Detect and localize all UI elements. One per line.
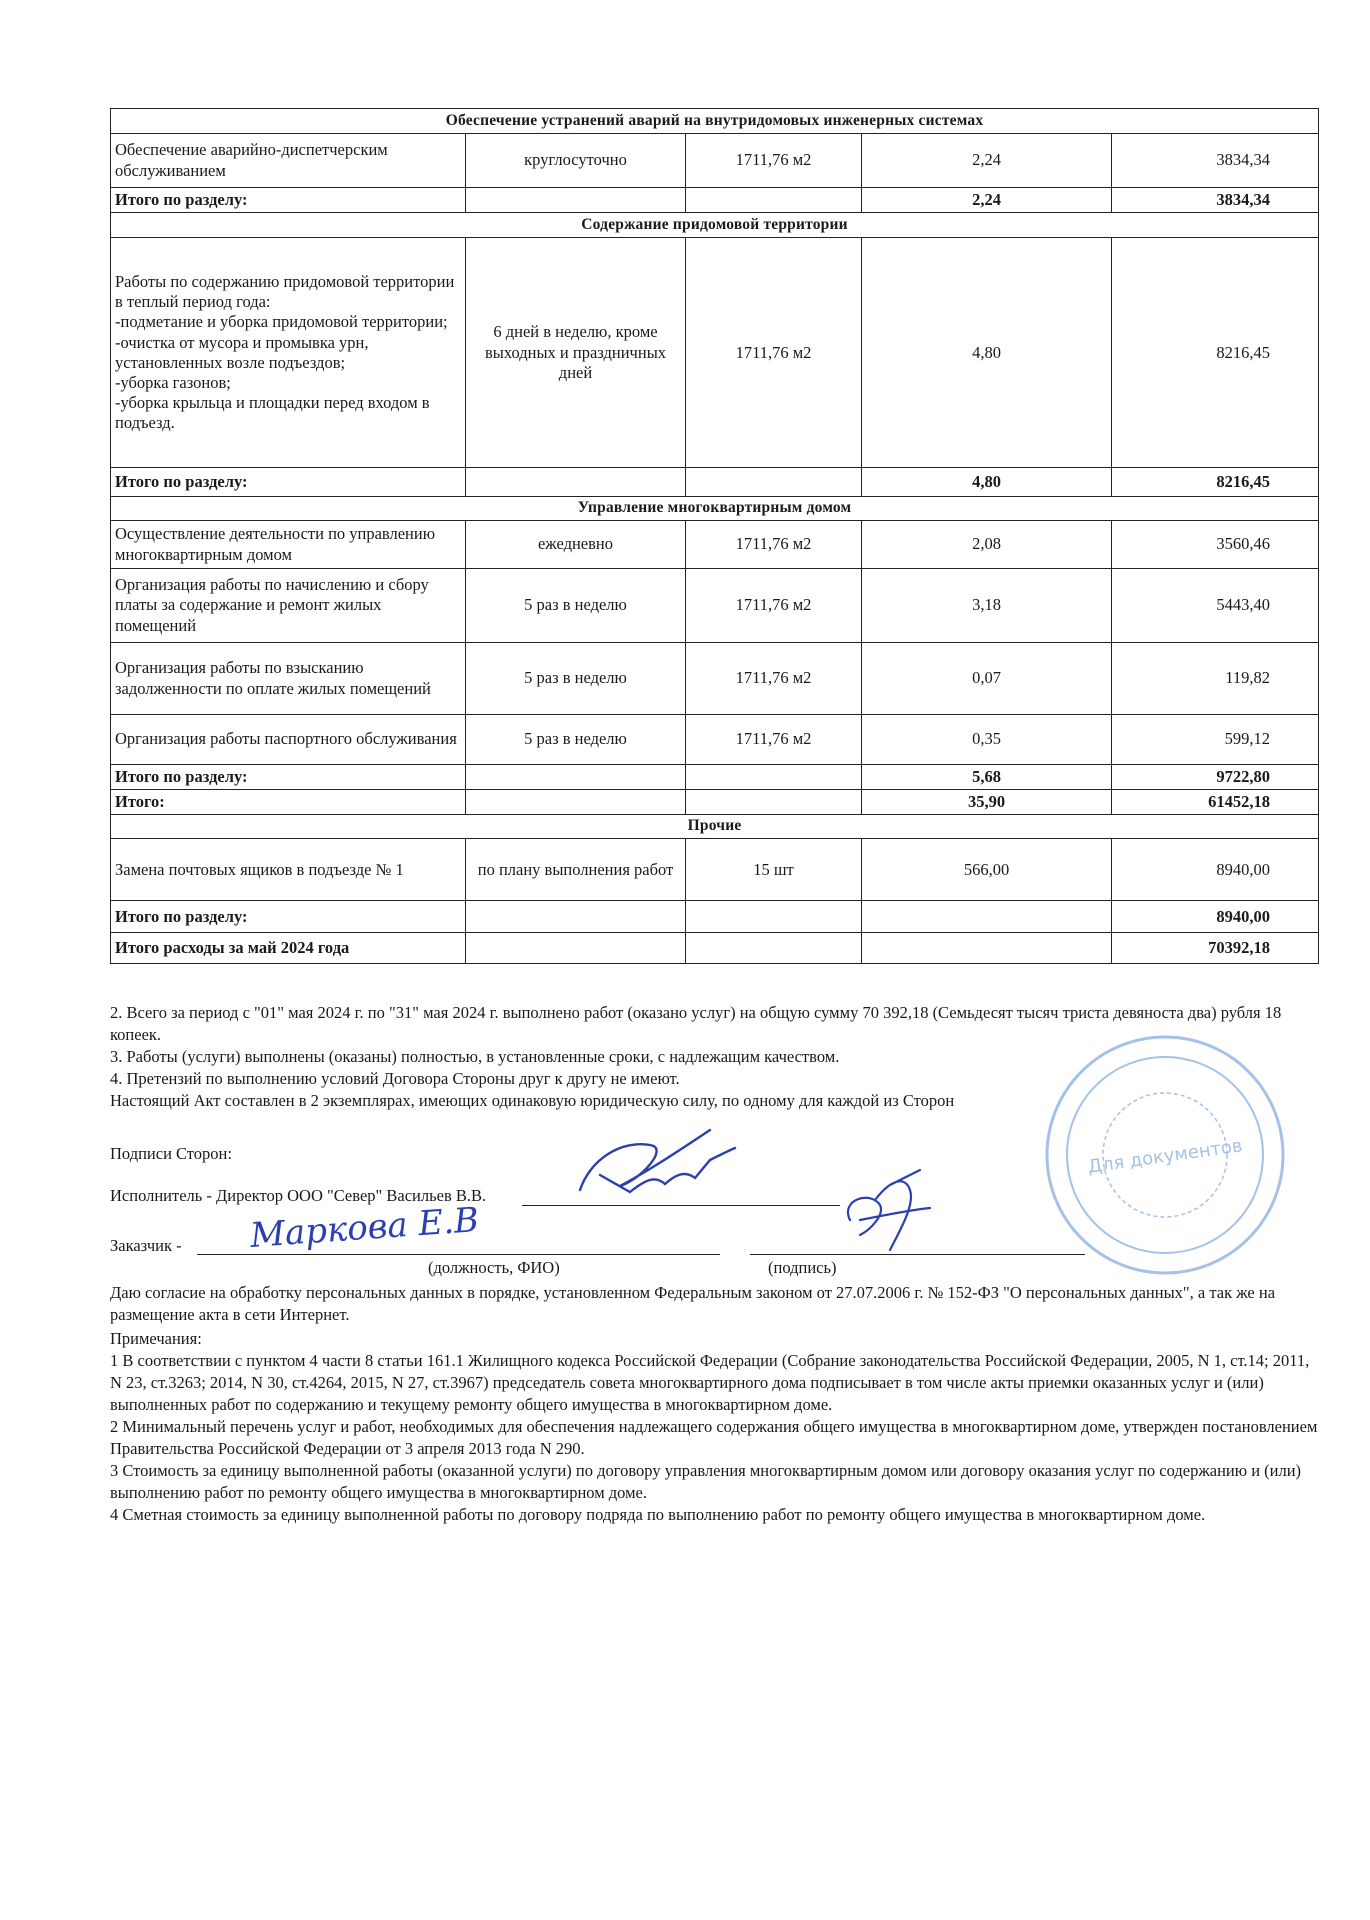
service-sum: 3834,34	[1112, 134, 1319, 188]
service-volume: 15 шт	[686, 839, 862, 901]
grand-total-rate: 35,90	[862, 790, 1112, 815]
service-name: Замена почтовых ящиков в подъезде № 1	[111, 839, 466, 901]
service-rate: 4,80	[862, 238, 1112, 468]
section-header	[111, 497, 1319, 521]
service-name: Организация работы паспортного обслуживания	[111, 715, 466, 765]
service-volume: 1711,76 м2	[686, 569, 862, 643]
grand-total-sum: 61452,18	[1112, 790, 1319, 815]
table-row	[111, 569, 1319, 643]
service-period: 5 раз в неделю	[466, 715, 686, 765]
service-period: 6 дней в неделю, кроме выходных и праздничных дней	[466, 238, 686, 468]
section-title: Прочие	[111, 815, 1319, 839]
final-total-label: Итого расходы за май 2024 года	[111, 933, 466, 964]
service-sum: 8216,45	[1112, 238, 1319, 468]
position-caption: (должность, ФИО)	[428, 1258, 560, 1277]
service-sum: 119,82	[1112, 643, 1319, 715]
paragraph-completion: 3. Работы (услуги) выполнены (оказаны) полностью, в установленные сроки, с надлежащим качеством.	[110, 1047, 840, 1066]
total-label: Итого по разделу:	[111, 188, 466, 213]
service-rate: 2,24	[862, 134, 1112, 188]
signatures-heading: Подписи Сторон:	[110, 1144, 232, 1163]
service-period: ежедневно	[466, 521, 686, 569]
final-total-sum: 70392,18	[1112, 933, 1319, 964]
table-row	[111, 715, 1319, 765]
service-volume: 1711,76 м2	[686, 134, 862, 188]
notes-block	[110, 1328, 1320, 1526]
service-period: круглосуточно	[466, 134, 686, 188]
organization-stamp	[1040, 1030, 1290, 1280]
paragraph-no-claims: 4. Претензий по выполнению условий Договора Стороны друг к другу не имеют.	[110, 1069, 680, 1088]
service-period: 5 раз в неделю	[466, 569, 686, 643]
total-rate: 2,24	[862, 188, 1112, 213]
service-volume: 1711,76 м2	[686, 238, 862, 468]
section-title: Управление многоквартирным домом	[111, 497, 1319, 521]
service-rate: 566,00	[862, 839, 1112, 901]
executor-signature-image	[560, 1120, 740, 1210]
service-sum: 3560,46	[1112, 521, 1319, 569]
total-sum: 8940,00	[1112, 901, 1319, 933]
service-volume: 1711,76 м2	[686, 521, 862, 569]
final-total-row	[111, 933, 1319, 964]
service-period: 5 раз в неделю	[466, 643, 686, 715]
paragraph-copies: Настоящий Акт составлен в 2 экземплярах, имеющих одинаковую юридическую силу, по одному для каждой из Сторон	[110, 1091, 955, 1110]
executor-label: Исполнитель - Директор ООО "Север" Васильев В.В.	[110, 1186, 487, 1205]
service-volume: 1711,76 м2	[686, 715, 862, 765]
service-name: Осуществление деятельности по управлению многоквартирным домом	[111, 521, 466, 569]
service-name: Работы по содержанию придомовой территории в теплый период года: -подметание и уборка придомовой территории; -очистка от мусора и промывка урн, установленных возле подъездов; -уборка газонов; -уборка крыльца и площадки перед входом в подъезд.	[111, 238, 466, 468]
total-sum: 8216,45	[1112, 468, 1319, 497]
customer-signature-image	[830, 1160, 940, 1260]
note-1: 1 В соответствии с пунктом 4 части 8 статьи 161.1 Жилищного кодекса Российской Федерации (Собрание законодательства Российской Федерации, 2005, N 1, ст.14; 2011, N 23, ст.3263; 2014, N 30, ст.4264, 2015, N 27, ст.3967) председатель совета многоквартирного дома подписывает в том числе акты приемки оказанных услуг и (или) выполненных работ по содержанию и текущему ремонту общего имущества в многоквартирном доме.	[110, 1351, 1310, 1414]
section-header	[111, 815, 1319, 839]
notes-heading: Примечания:	[110, 1329, 202, 1348]
service-volume: 1711,76 м2	[686, 643, 862, 715]
total-label: Итого по разделу:	[111, 468, 466, 497]
note-3: 3 Стоимость за единицу выполненной работы (оказанной услуги) по договору управления многоквартирным домом или договору оказания услуг по содержанию и (или) выполнению работ по ремонту общего имущества в многоквартирном доме.	[110, 1461, 1302, 1502]
customer-label: Заказчик -	[110, 1236, 182, 1255]
total-label: Итого по разделу:	[111, 901, 466, 933]
service-sum: 5443,40	[1112, 569, 1319, 643]
total-rate: 5,68	[862, 765, 1112, 790]
table-row	[111, 521, 1319, 569]
consent-text: Даю согласие на обработку персональных данных в порядке, установленном Федеральным законом от 27.07.2006 г. № 152-ФЗ "О персональных данных", а так же на размещение акта в сети Интернет.	[110, 1283, 1276, 1324]
table-row	[111, 643, 1319, 715]
section-total-row	[111, 765, 1319, 790]
service-rate: 0,07	[862, 643, 1112, 715]
section-title: Содержание придомовой территории	[111, 213, 1319, 238]
grand-total-row	[111, 790, 1319, 815]
grand-total-label: Итого:	[111, 790, 466, 815]
service-rate: 0,35	[862, 715, 1112, 765]
section-total-row	[111, 188, 1319, 213]
stamp-text: Для документов	[1086, 1135, 1244, 1178]
service-name: Организация работы по взысканию задолженности по оплате жилых помещений	[111, 643, 466, 715]
paragraph-total-amount: 2. Всего за период с "01" мая 2024 г. по "31" мая 2024 г. выполнено работ (оказано услуг) на общую сумму 70 392,18 (Семьдесят тысяч триста девяноста два) рубля 18 копеек.	[110, 1003, 1282, 1044]
service-name: Организация работы по начислению и сбору платы за содержание и ремонт жилых помещений	[111, 569, 466, 643]
table-row	[111, 134, 1319, 188]
note-4: 4 Сметная стоимость за единицу выполненной работы по договору подряда по выполнению работ по ремонту общего имущества в многоквартирном доме.	[110, 1505, 1206, 1524]
service-rate: 3,18	[862, 569, 1112, 643]
customer-handwritten-name: Маркова Е.В	[248, 1200, 481, 1256]
section-total-row	[111, 901, 1319, 933]
total-rate: 4,80	[862, 468, 1112, 497]
total-label: Итого по разделу:	[111, 765, 466, 790]
total-sum: 9722,80	[1112, 765, 1319, 790]
note-2: 2 Минимальный перечень услуг и работ, необходимых для обеспечения надлежащего содержания общего имущества в многоквартирном доме, утвержден постановлением Правительства Российской Федерации от 3 апреля 2013 года N 290.	[110, 1417, 1318, 1458]
section-header	[111, 109, 1319, 134]
section-title: Обеспечение устранений аварий на внутридомовых инженерных системах	[111, 109, 1319, 134]
signature-caption: (подпись)	[768, 1258, 837, 1277]
table-row	[111, 238, 1319, 468]
table-row	[111, 839, 1319, 901]
service-period: по плану выполнения работ	[466, 839, 686, 901]
total-sum: 3834,34	[1112, 188, 1319, 213]
service-sum: 8940,00	[1112, 839, 1319, 901]
service-sum: 599,12	[1112, 715, 1319, 765]
services-table	[110, 108, 1319, 964]
section-header	[111, 213, 1319, 238]
section-total-row	[111, 468, 1319, 497]
service-rate: 2,08	[862, 521, 1112, 569]
service-name: Обеспечение аварийно-диспетчерским обслуживанием	[111, 134, 466, 188]
